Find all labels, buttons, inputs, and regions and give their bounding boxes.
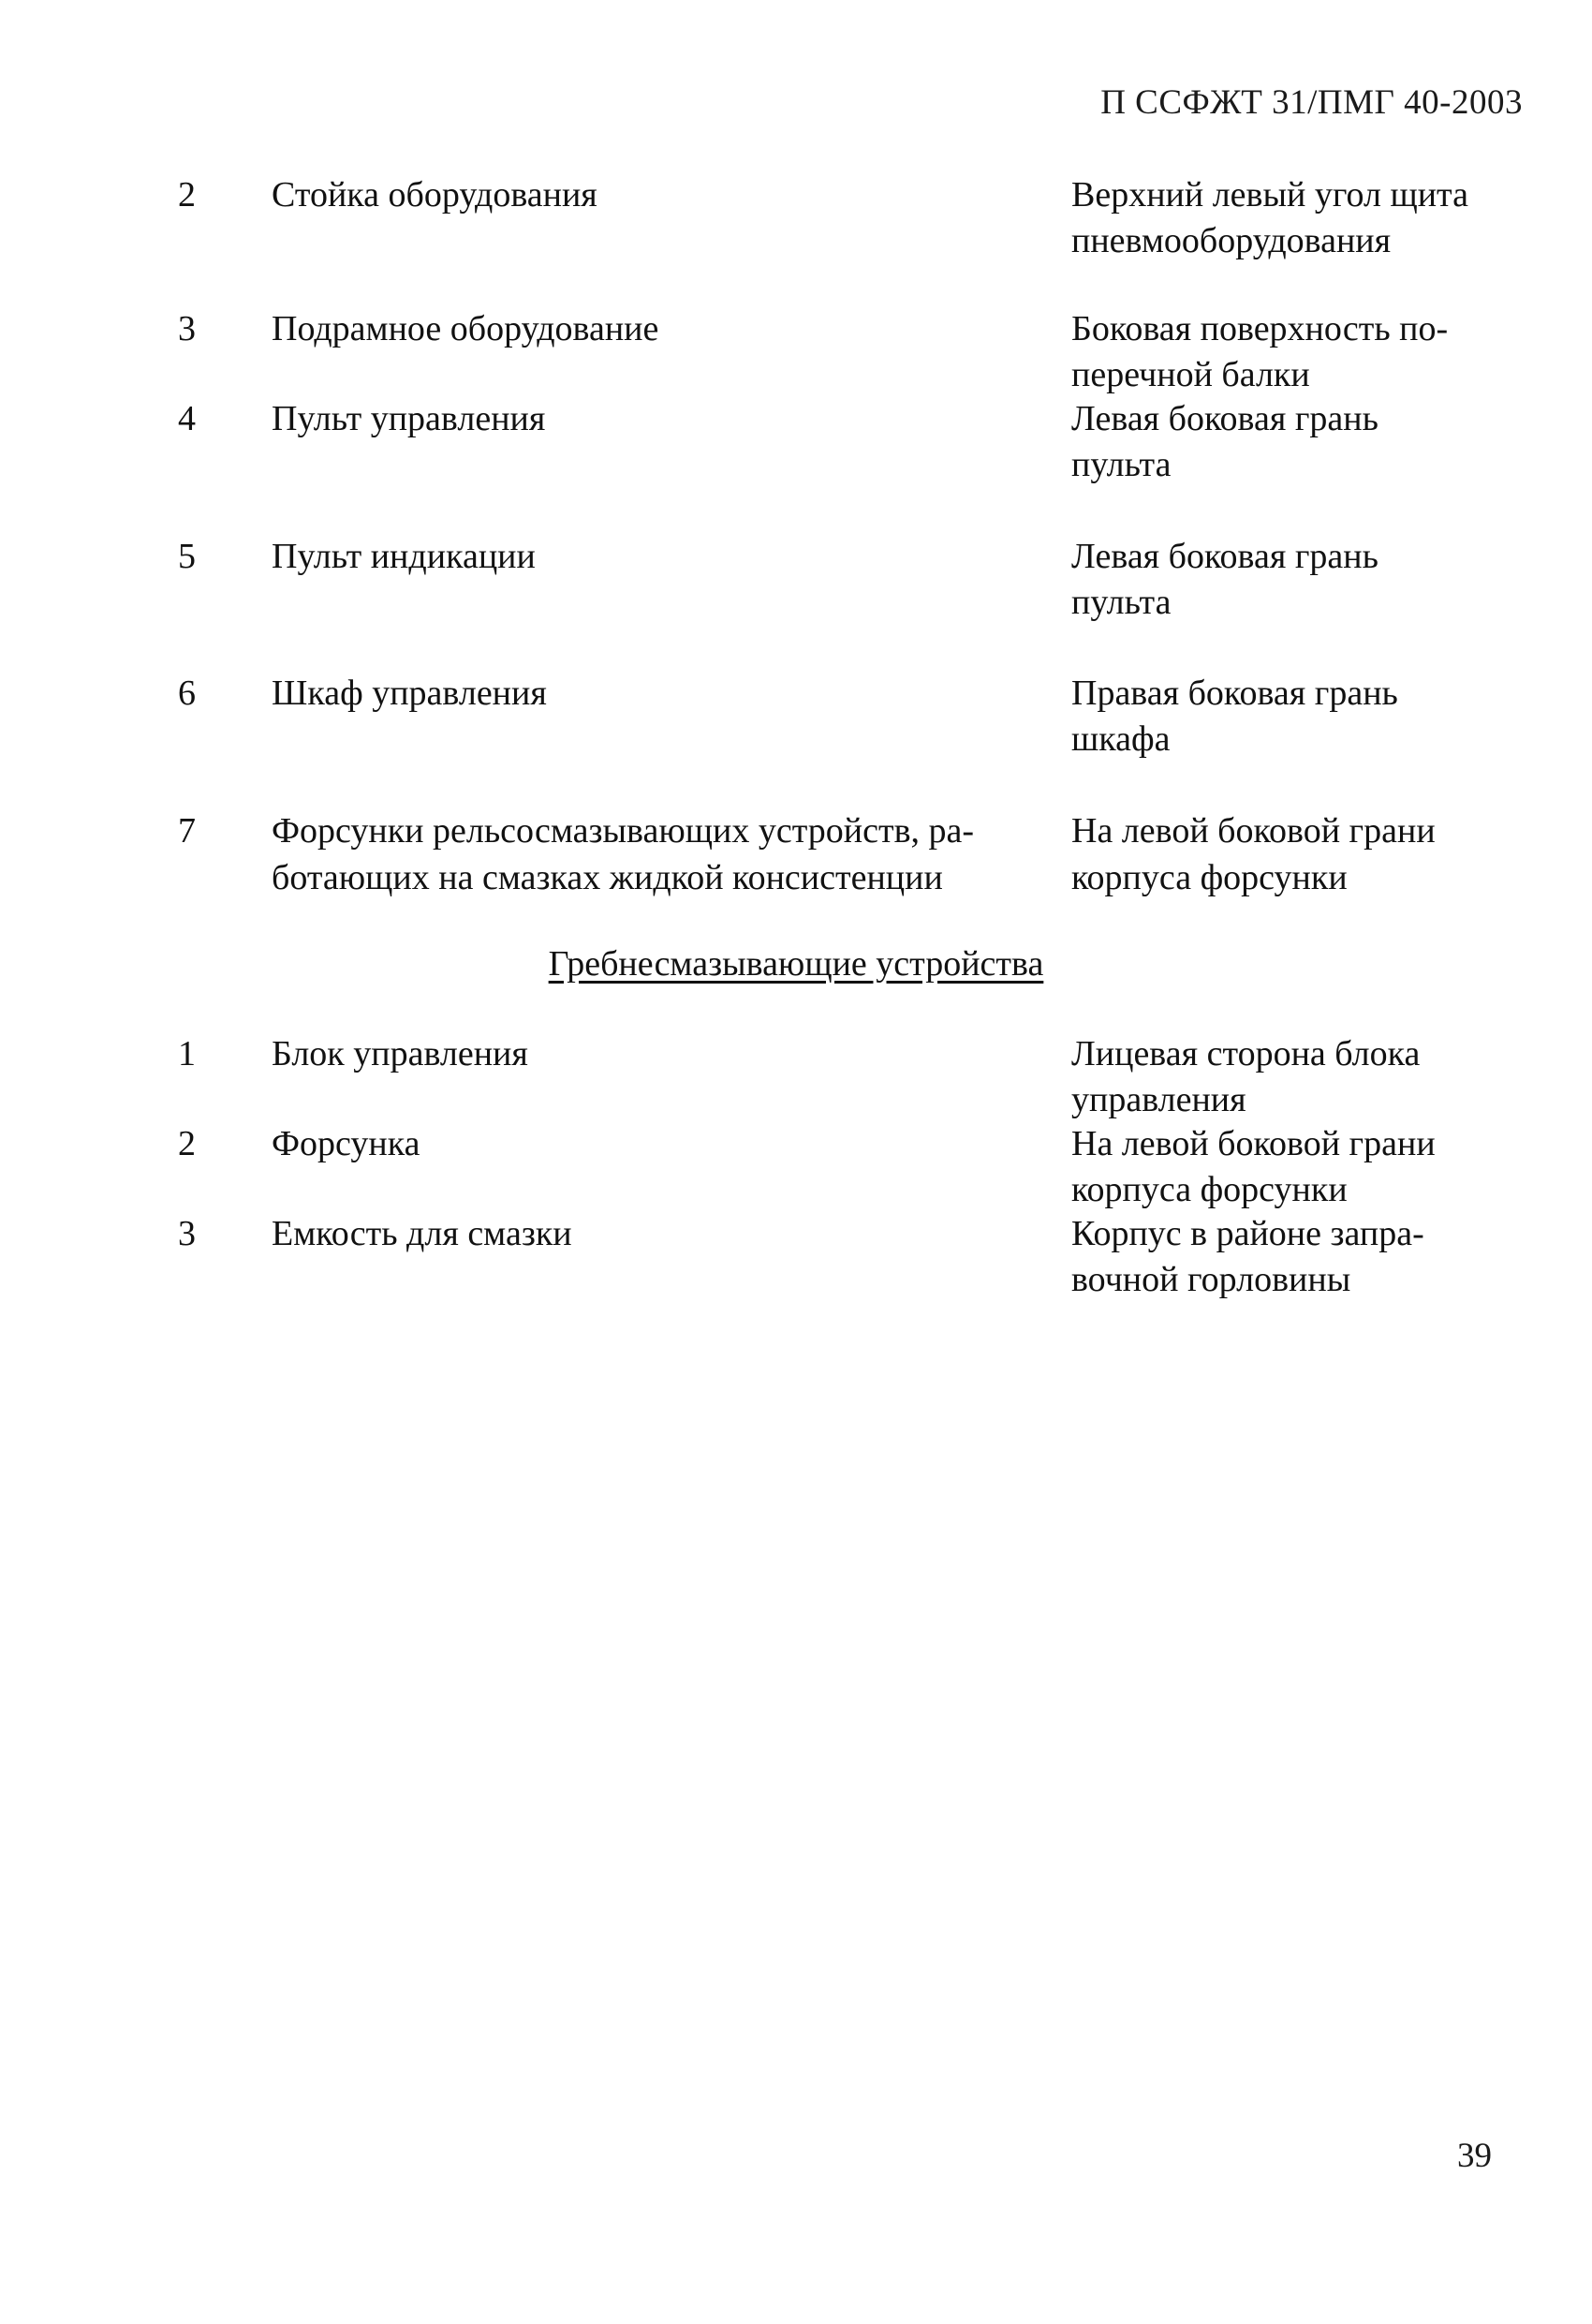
location-line: перечной балки [1071,355,1310,394]
row-item [272,1211,1049,1257]
location-line: корпуса форсунки [1071,1170,1348,1209]
item-line: Пульт управления [272,399,546,438]
item-line: Стойка оборудования [272,175,597,215]
location-line: На левой боковой грани [1071,1124,1436,1163]
row-number: 3 [178,1214,196,1253]
row-number: 7 [178,811,196,851]
item-line: ботающих на смазках жидкой консистенции [272,858,943,897]
row-location [1071,534,1540,626]
item-line: Блок управления [272,1034,528,1073]
item-line: Подрамное оборудование [272,309,659,348]
row-location [1071,1121,1540,1213]
item-line: Пульт индикации [272,537,536,576]
location-line: Левая боковая грань [1071,399,1378,438]
location-line: Правая боковая грань [1071,674,1398,713]
location-line: корпуса форсунки [1071,858,1348,897]
location-line: Корпус в районе запра- [1071,1214,1424,1253]
row-number: 1 [178,1034,196,1073]
location-line: Боковая поверхность по- [1071,309,1449,348]
item-line: Форсунка [272,1124,420,1163]
row-item [272,671,1049,717]
row-item [272,534,1049,580]
location-line: управления [1071,1080,1246,1119]
location-line: шкафа [1071,719,1171,759]
document-code-header: П ССФЖТ 31/ПМГ 40-2003 [1100,83,1523,122]
item-line: Форсунки рельсосмазывающих устройств, ра- [272,811,975,851]
row-number: 2 [178,175,196,215]
row-number: 6 [178,674,196,713]
row-location [1071,396,1540,488]
row-item [272,396,1049,442]
section-title-text: Гребнесмазывающие устройства [548,944,1044,984]
row-location [1071,671,1540,762]
location-line: пневмооборудования [1071,221,1392,260]
location-line: Лицевая сторона блока [1071,1034,1421,1073]
row-number: 3 [178,309,196,348]
row-number: 5 [178,537,196,576]
page-number: 39 [1457,2137,1492,2175]
row-item [272,807,1049,901]
row-item [272,1031,1049,1077]
section-title [0,941,1592,987]
row-location [1071,172,1540,264]
location-line: вочной горловины [1071,1260,1351,1299]
location-line: пульта [1071,445,1172,484]
item-line: Шкаф управления [272,674,547,713]
location-line: пульта [1071,583,1172,622]
location-line: Левая боковая грань [1071,537,1378,576]
location-line: Верхний левый угол щита [1071,175,1468,215]
row-item [272,172,1049,218]
row-number: 4 [178,399,196,438]
row-location [1071,1211,1540,1303]
row-location [1071,306,1540,398]
row-number: 2 [178,1124,196,1163]
row-item [272,306,1049,352]
row-location [1071,1031,1540,1123]
row-location [1071,807,1540,901]
location-line: На левой боковой грани [1071,811,1436,851]
item-line: Емкость для смазки [272,1214,572,1253]
row-item [272,1121,1049,1167]
